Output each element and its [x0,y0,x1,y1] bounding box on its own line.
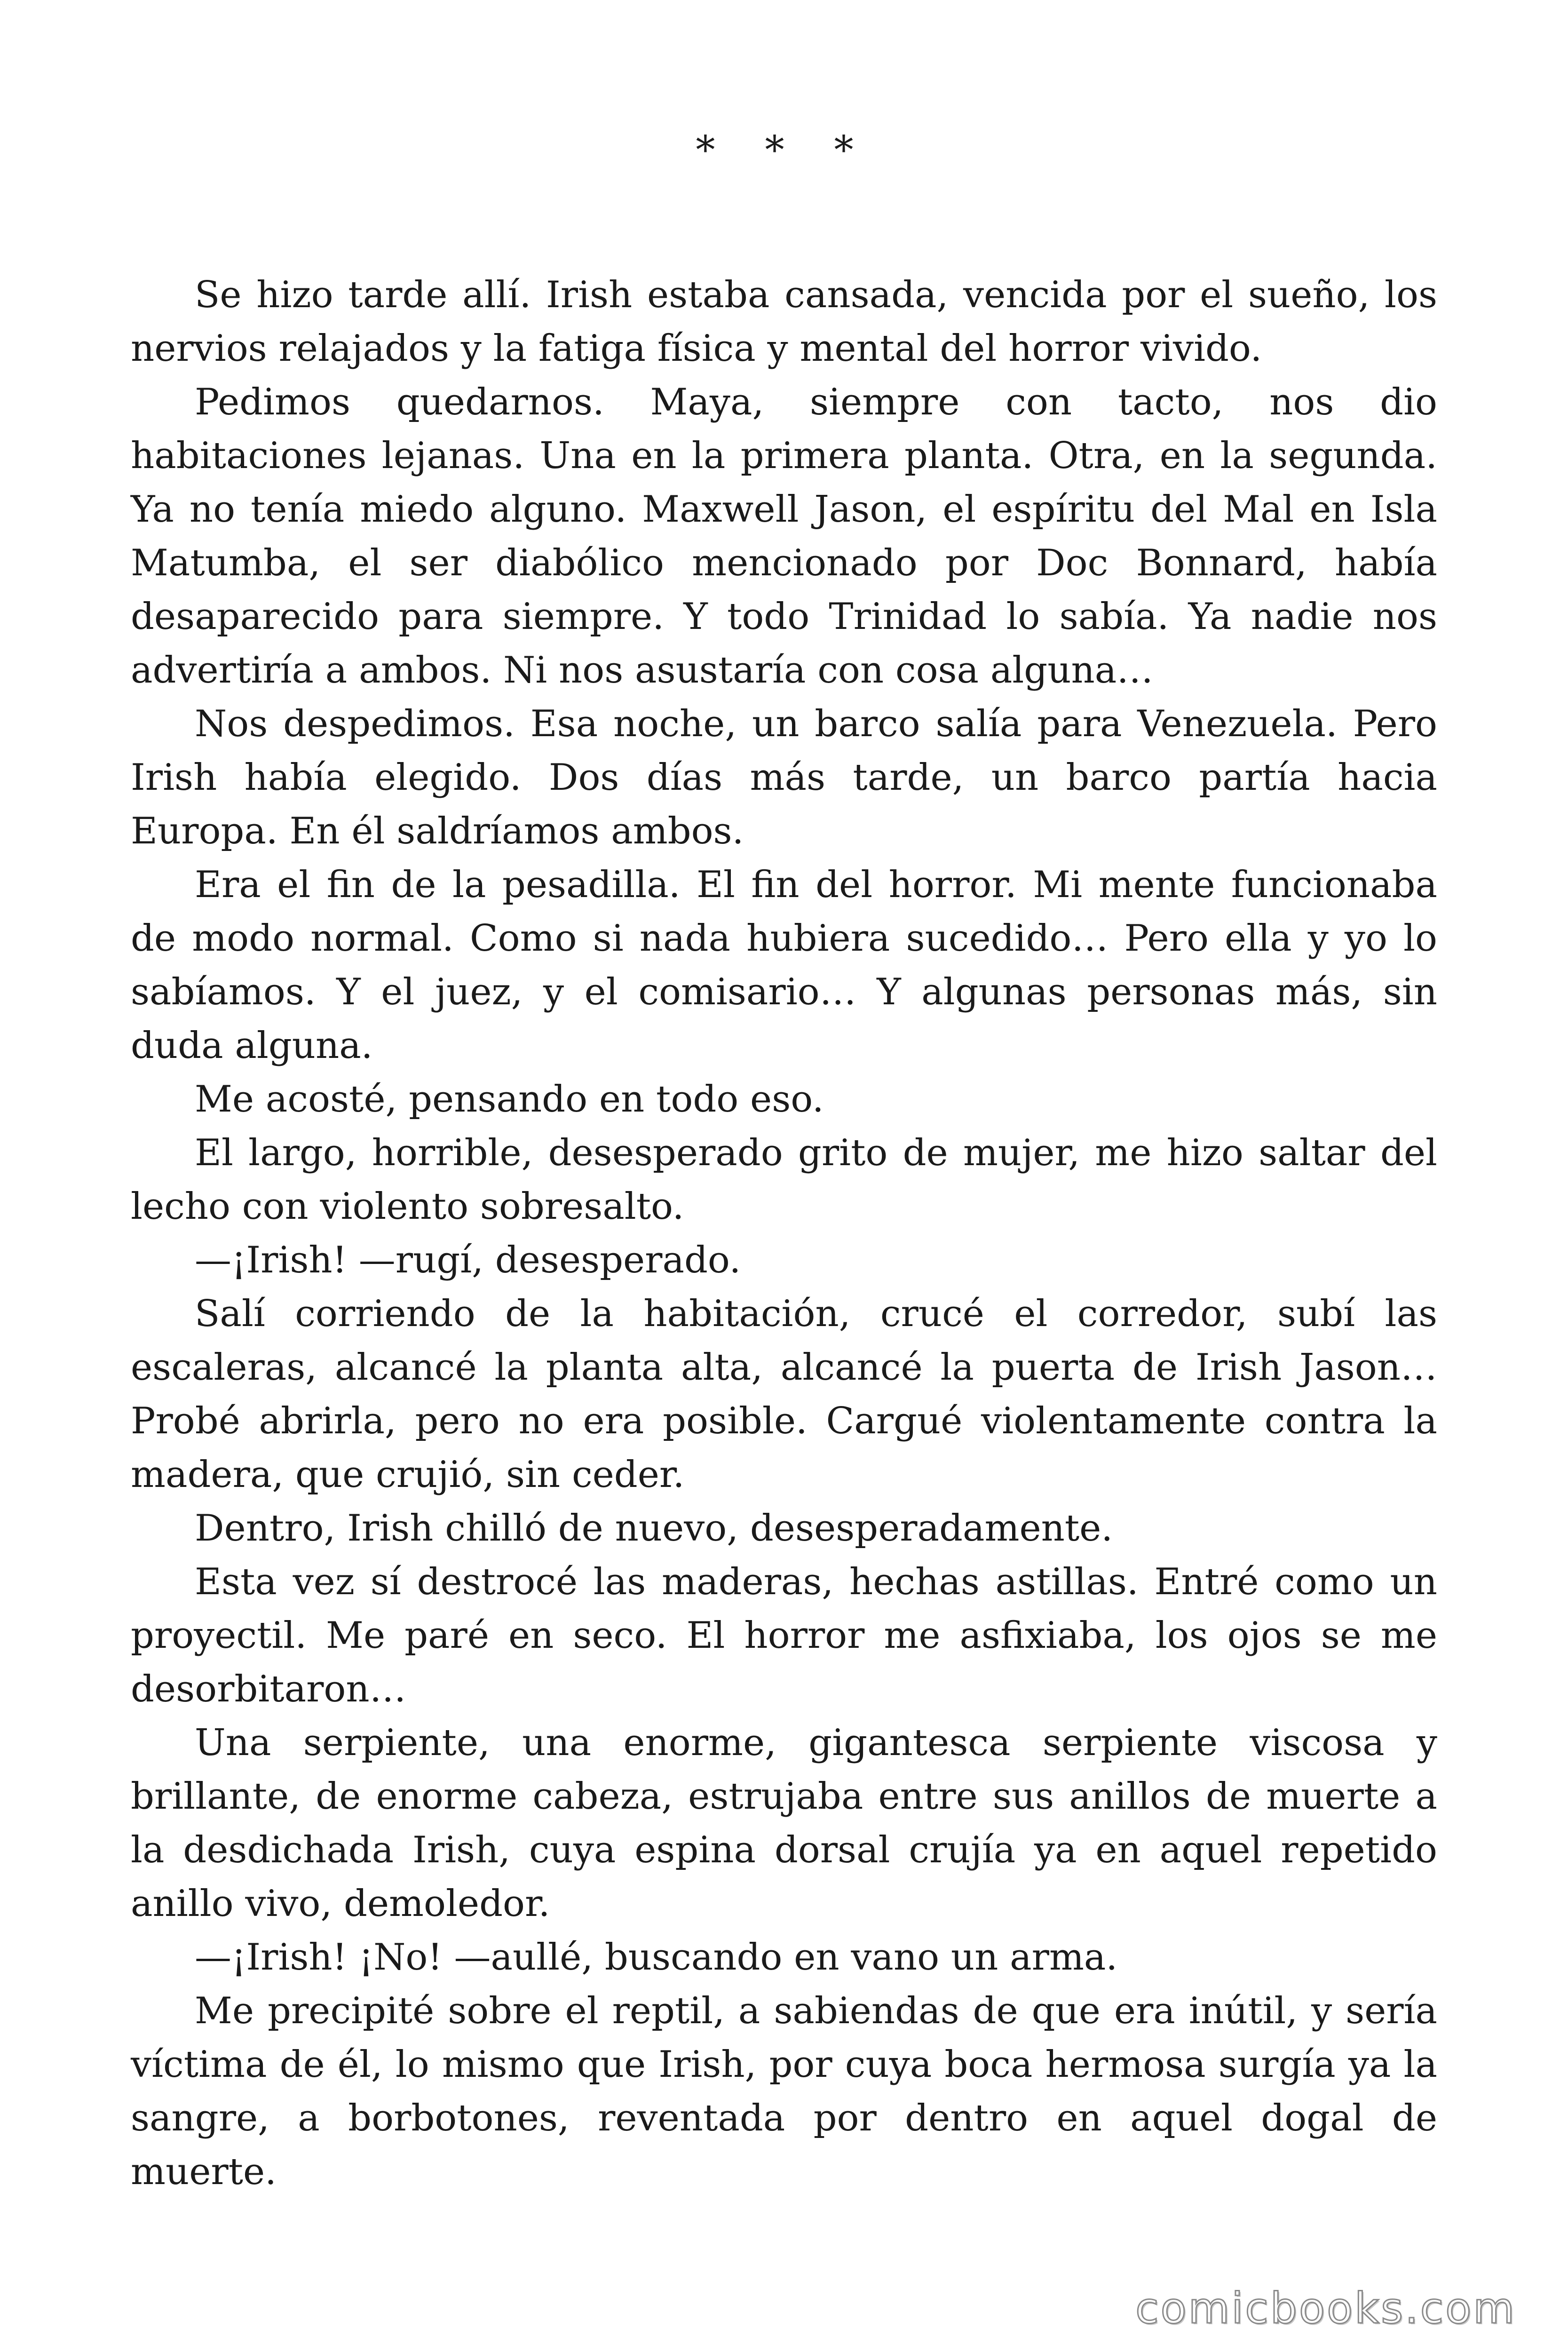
paragraph-5: Me acosté, pensando en todo eso. [195,1078,824,1120]
paragraph-6: El largo, horrible, desesperado grito de mujer, me hizo saltar del lecho con violento sobresalto. [131,1132,1437,1228]
paragraph-11: Una serpiente, una enorme, gigantesca serpiente viscosa y brillante, de enorme cabeza, estrujaba entre sus anillos de muerte a la desdichada Irish, cuya espina dorsal crujía ya en aquel repetido anillo vivo, demoledor. [131,1722,1437,1925]
paragraph-12: —¡Irish! ¡No! —aullé, buscando en vano un arma. [195,1936,1118,1979]
paragraph-8: Salí corriendo de la habitación, crucé el corredor, subí las escaleras, alcancé la planta alta, alcancé la puerta de Irish Jason… Probé abrirla, pero no era posible. Cargué violentamente contra la madera, que crujió, sin ceder. [131,1293,1437,1496]
site-watermark: comicbooks.com [1135,2284,1516,2333]
page-body [131,268,1437,2199]
section-separator: * * * [696,128,872,173]
paragraph-7: —¡Irish! —rugí, desesperado. [195,1239,741,1281]
paragraph-2: Pedimos quedarnos. Maya, siempre con tacto, nos dio habitaciones lejanas. Una en la primera planta. Otra, en la segunda. Ya no tenía miedo alguno. Maxwell Jason, el espíritu del Mal en Isla Matumba, el ser diabólico mencionado por Doc Bonnard, había desaparecido para siempre. Y todo Trinidad lo sabía. Ya nadie nos advertiría a ambos. Ni nos asustaría con cosa alguna… [131,381,1437,691]
paragraph-3: Nos despedimos. Esa noche, un barco salía para Venezuela. Pero Irish había elegido. Dos días más tarde, un barco partía hacia Europa. En él saldríamos ambos. [131,703,1437,852]
paragraph-4: Era el fin de la pesadilla. El fin del horror. Mi mente funcionaba de modo normal. Como si nada hubiera sucedido… Pero ella y yo lo sabíamos. Y el juez, y el comisario… Y algunas personas más, sin duda alguna. [131,864,1437,1067]
paragraph-13: Me precipité sobre el reptil, a sabiendas de que era inútil, y sería víctima de él, lo mismo que Irish, por cuya boca hermosa surgía ya la sangre, a borbotones, reventada por dentro en aquel dogal de muerte. [131,1990,1437,2193]
paragraph-1: Se hizo tarde allí. Irish estaba cansada, vencida por el sueño, los nervios relajados y la fatiga física y mental del horror vivido. [131,274,1437,370]
paragraph-10: Esta vez sí destrocé las maderas, hechas astillas. Entré como un proyectil. Me paré en seco. El horror me asfixiaba, los ojos se me desorbitaron… [131,1561,1437,1710]
paragraph-9: Dentro, Irish chilló de nuevo, desesperadamente. [195,1507,1113,1549]
